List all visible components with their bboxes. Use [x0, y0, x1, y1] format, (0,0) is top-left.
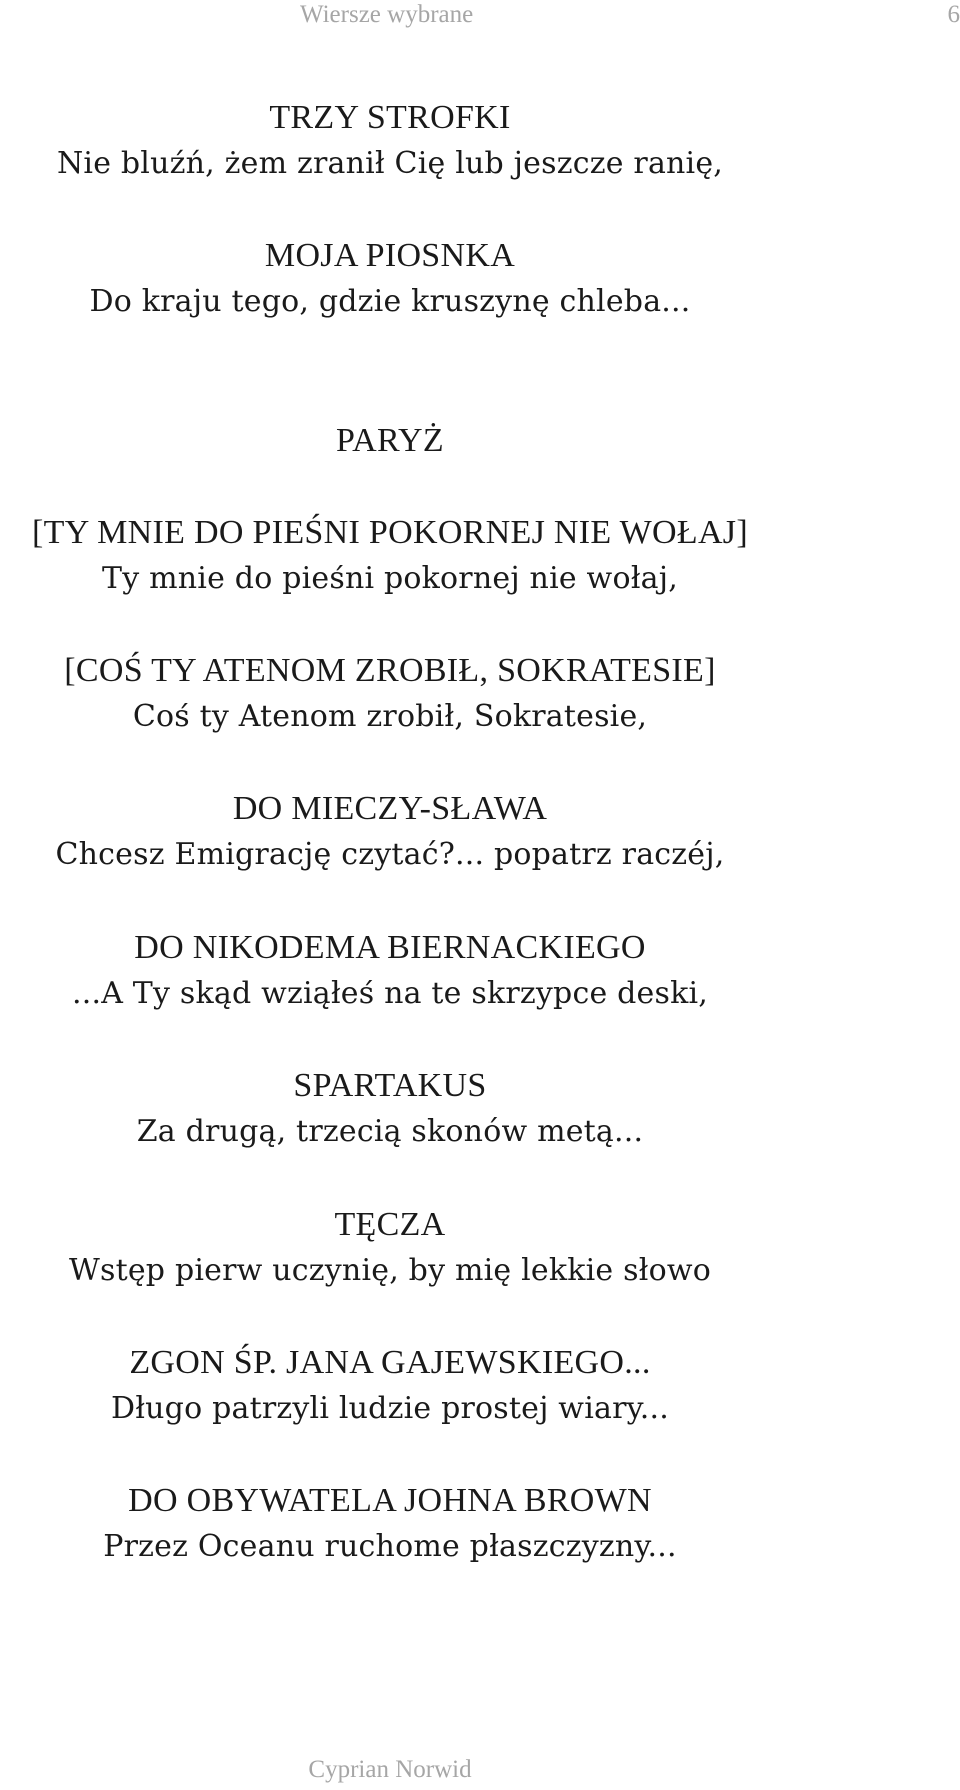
poem-incipit: ...A Ty skąd wziąłeś na te skrzypce deski, [72, 976, 708, 1011]
poem-incipit: Długo patrzyli ludzie prostej wiary... [110, 1391, 669, 1426]
poem-entry-do-obywatela-johna-brown [0, 1478, 780, 1570]
poem-title: DO OBYWATELA JOHNA BROWN [128, 1482, 652, 1519]
poem-incipit: Przez Oceanu ruchome płaszczyzny... [103, 1529, 677, 1564]
poem-incipit: Nie bluźń, żem zranił Cię lub jeszcze ranię, [56, 146, 724, 181]
poem-entry-ty-mnie-do-piesni [0, 510, 780, 602]
poem-title: SPARTAKUS [293, 1067, 487, 1104]
poem-incipit: Ty mnie do pieśni pokornej nie wołaj, [102, 561, 678, 596]
poem-entry-do-nikodema-biernackiego [0, 925, 780, 1017]
poem-title: TRZY STROFKI [269, 99, 511, 136]
poem-incipit: Chcesz Emigrację czytać?... popatrz raczéj, [55, 837, 725, 872]
poem-entry-moja-piosnka [0, 233, 780, 325]
poem-incipit: Za drugą, trzecią skonów metą... [136, 1114, 644, 1149]
poem-entry-do-mieczy-slawa [0, 786, 780, 878]
poem-incipit: Wstęp pierw uczynię, by mię lekkie słowo [68, 1253, 712, 1288]
running-header-title: Wiersze wybrane [300, 1, 474, 28]
poem-title: [COŚ TY ATENOM ZROBIŁ, SOKRATESIE] [64, 652, 716, 689]
poem-title: ZGON ŚP. JANA GAJEWSKIEGO... [129, 1344, 651, 1381]
footer-author: Cyprian Norwid [308, 1756, 472, 1783]
poem-title: MOJA PIOSNKA [264, 237, 516, 274]
poem-entry-paryz [0, 418, 780, 464]
page-number: 6 [947, 1, 960, 28]
poem-entry-trzy-strofki [0, 95, 780, 187]
poem-title: DO MIECZY-SŁAWA [232, 790, 548, 827]
poem-title: DO NIKODEMA BIERNACKIEGO [134, 929, 646, 966]
poem-title: [TY MNIE DO PIEŚNI POKORNEJ NIE WOŁAJ] [32, 514, 748, 551]
poem-entry-cos-ty-atenom [0, 648, 780, 740]
poem-title: PARYŻ [336, 422, 444, 459]
poem-entry-zgon-jana-gajewskiego [0, 1340, 780, 1432]
poem-incipit: Coś ty Atenom zrobił, Sokratesie, [132, 699, 648, 734]
poem-incipit: Do kraju tego, gdzie kruszynę chleba... [89, 284, 691, 319]
poem-title: TĘCZA [334, 1206, 446, 1243]
poem-entry-spartakus [0, 1063, 780, 1155]
poem-entry-tecza [0, 1202, 780, 1294]
